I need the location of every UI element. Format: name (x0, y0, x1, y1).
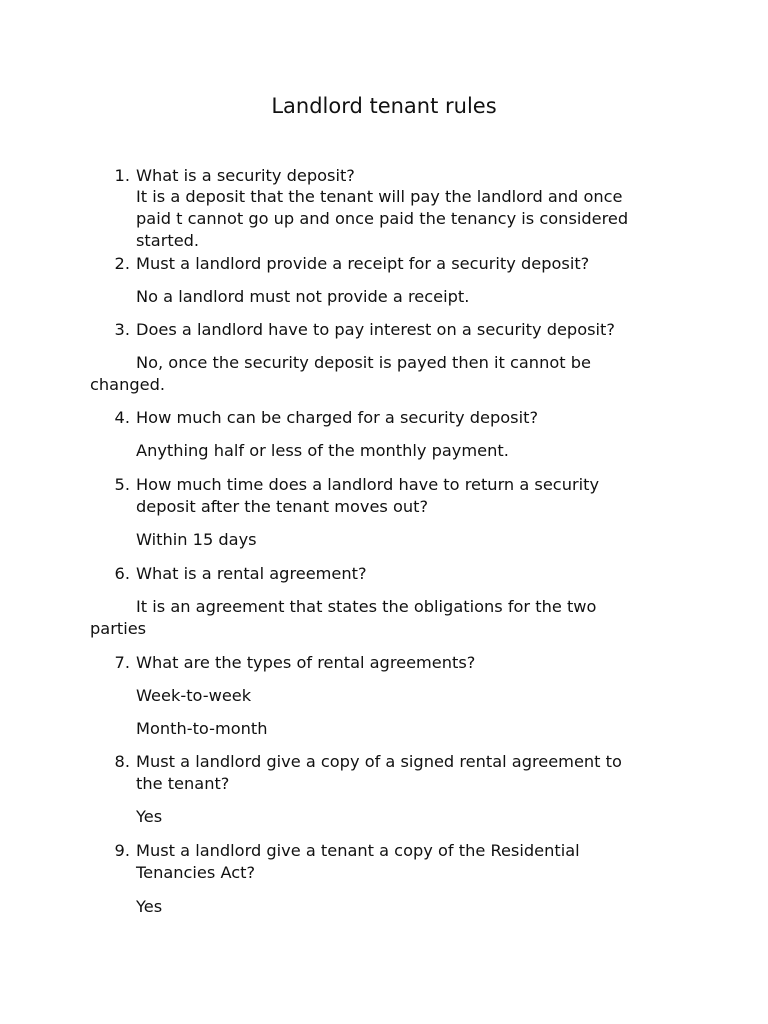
question-text: How much can be charged for a security deposit? (136, 408, 539, 427)
question-text: Tenancies Act? (136, 863, 256, 882)
document-title: Landlord tenant rules (271, 94, 497, 118)
question-text: the tenant? (136, 774, 230, 793)
question-text: Must a landlord give a copy of a signed rental agreement to (136, 752, 622, 771)
item-number: 9. (114, 841, 130, 860)
item-number: 1. (114, 166, 130, 185)
answer-text: parties (90, 619, 147, 638)
question-text: What is a rental agreement? (136, 564, 367, 583)
question-text: Does a landlord have to pay interest on a security deposit? (136, 320, 615, 339)
question-text: Must a landlord provide a receipt for a security deposit? (136, 254, 590, 273)
answer-text: Within 15 days (136, 530, 257, 549)
item-number: 2. (114, 254, 130, 273)
answer-text: Yes (136, 807, 163, 826)
answer-text: Week-to-week (136, 686, 252, 705)
answer-text: changed. (90, 375, 165, 394)
answer-text: paid t cannot go up and once paid the tenancy is considered (136, 209, 629, 228)
answer-text: It is a deposit that the tenant will pay the landlord and once (136, 187, 623, 206)
item-number: 7. (114, 653, 130, 672)
answer-text: No a landlord must not provide a receipt. (136, 287, 470, 306)
answer-text: Anything half or less of the monthly payment. (136, 441, 509, 460)
question-text: What is a security deposit? (136, 166, 355, 185)
item-number: 3. (114, 320, 130, 339)
question-text: deposit after the tenant moves out? (136, 497, 429, 516)
question-text: What are the types of rental agreements? (136, 653, 476, 672)
item-number: 4. (114, 408, 130, 427)
item-number: 8. (114, 752, 130, 771)
answer-text: Month-to-month (136, 719, 268, 738)
question-text: How much time does a landlord have to return a security (136, 475, 600, 494)
item-number: 5. (114, 475, 130, 494)
answer-text: started. (136, 231, 200, 250)
answer-text: It is an agreement that states the obligations for the two (136, 597, 597, 616)
answer-text: Yes (136, 897, 163, 916)
answer-text: No, once the security deposit is payed then it cannot be (136, 353, 591, 372)
question-text: Must a landlord give a tenant a copy of the Residential (136, 841, 580, 860)
item-number: 6. (114, 564, 130, 583)
